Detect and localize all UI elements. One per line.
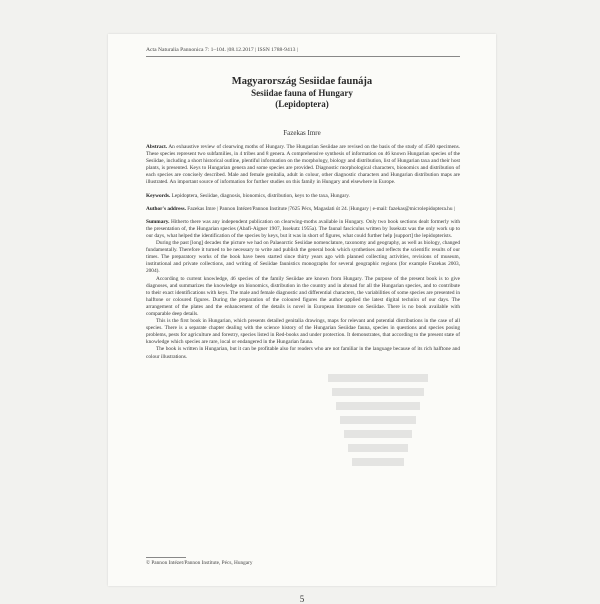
page-number: 5 xyxy=(299,594,305,604)
footer-rule xyxy=(146,557,186,558)
summary-text-1: Hitherto there was any independent publication on clearwing-moths available in Hungary. Only two book sections dealt formerly with the presentation of, the Hungarian species (Abafi-Aigner 1907, Issekutz 1955a). The faunal fasciculus written by Issekutz was the only work up to our days, what helped the identification of the species by keys, but it was in short of figures, what could further help [support] the lepidopterists. xyxy=(146,218,460,239)
summary-paragraph-3: According to current knowledge, 46 species of the family Sesiidae are known from Hungary. The purpose of the present book is to give diagnoses, and summarizes the knowledge on bionomics, distribution in the country and in abroad for all the Hungarian species, and to contribute to their exact identifications with keys. The male and female diagnostic and differential characters, the variabilities of some species are presented in halftone or coloured figures. During the preparation of the coloured figures the author applied the latest digital technics of our days. The arrangement of the plates and the enhancement of the details is novel in European literature on Sesiidae. There is no book available with comparable deep details. xyxy=(146,275,460,317)
header-rule xyxy=(146,56,460,57)
abstract-label: Abstract. xyxy=(146,144,168,150)
summary-label: Summary. xyxy=(146,218,170,225)
copyright-footer: © Pannon Intézet/Pannon Institute, Pécs, Hungary xyxy=(146,560,253,566)
article-title xyxy=(108,76,496,110)
author-name: Fazekas Imre xyxy=(283,129,321,137)
abstract-text: An exhaustive review of clearwing moths of Hungary. The Hungarian Sesiidae are revised on the basis of the study of 4500 specimens. These species represent two subfamilies, in 4 tribes and 8 genera. A comprehensive synthesis of information on 46 known Hungarian species of the Sesiidae, including a short historical outline, plentiful information on the morphology, biology and distribution, list of Hungarian taxa and their host plants, is presented. Keys to Hungarian genera and some species are provided. Diagnostic morphological characters, bionomics and distribution of each species are concisely described. Male and female genitalia, adult in colour, other diagnostic characters and Hungarian distribution maps are illustrated. An important source of information for further studies on this family in Hungary and elsewhere in Europe. xyxy=(146,144,460,186)
summary-paragraph-4: This is the first book in Hungarian, which presents detailed genitalia drawings, maps for relevant and potential distributions in the case of all species. There is a separate chapter dealing with the science history of the Hungarian Sesiidae fauna, species in questions and species posing problems, pests for agriculture and forestry, species listed in Red-books and under protection. It demonstrates, that according to the present state of knowledge which species are rare, local or endangered in the Hungarian fauna. xyxy=(146,318,460,346)
address-text: Fazekas Imre | Pannon Intézet/Pannon Institute |7625 Pécs, Magaslati út 24. |Hungary | e-mail: fazekas@microlepidoptera.hu | xyxy=(187,205,455,212)
keywords-label: Keywords. xyxy=(146,192,171,199)
title-hungarian: Magyarország Sesiidae faunája xyxy=(231,76,373,87)
article-body xyxy=(146,144,460,361)
keywords-paragraph xyxy=(146,193,460,200)
address-paragraph xyxy=(146,206,460,213)
summary-paragraph-5: The book is written in Hungarian, but it can be profitable also for readers who are not familiar in the language because of its rich halftone and colour illustrations. xyxy=(146,346,460,360)
keywords-text: Lepidoptera, Sesiidae, diagnosis, bionomics, distribution, keys to the taxa, Hungary. xyxy=(171,192,350,199)
summary-paragraph-1 xyxy=(146,219,460,240)
summary-paragraph-2: During the past [long] decades the picture we had on Palaearctic Sesiidae nomenclature, taxonomy and geography, as well as biology, changed fundamentally. Therefore it turned to be necessary to write and publish the general book which synthetises and reflects the scientific results of our times. The preparatory works of the book have been started since thirty years ago with planned collecting activities, revisions of museum, institutional and private collections, and writing of Sesiidae faunistics monographs for several geographic regions (for example Fazekas 2003, 2004). xyxy=(146,240,460,275)
watermark-logo xyxy=(318,364,438,474)
title-order: (Lepidoptera) xyxy=(275,99,329,109)
abstract-paragraph xyxy=(146,144,460,187)
title-english: Sesiidae fauna of Hungary xyxy=(251,88,353,98)
address-label: Author's address. xyxy=(146,205,186,212)
journal-page xyxy=(108,34,496,604)
journal-header: Acta Naturalia Pannonica 7: 1–104. |08.12.2017 | ISSN 1788-9413 | xyxy=(146,47,298,53)
